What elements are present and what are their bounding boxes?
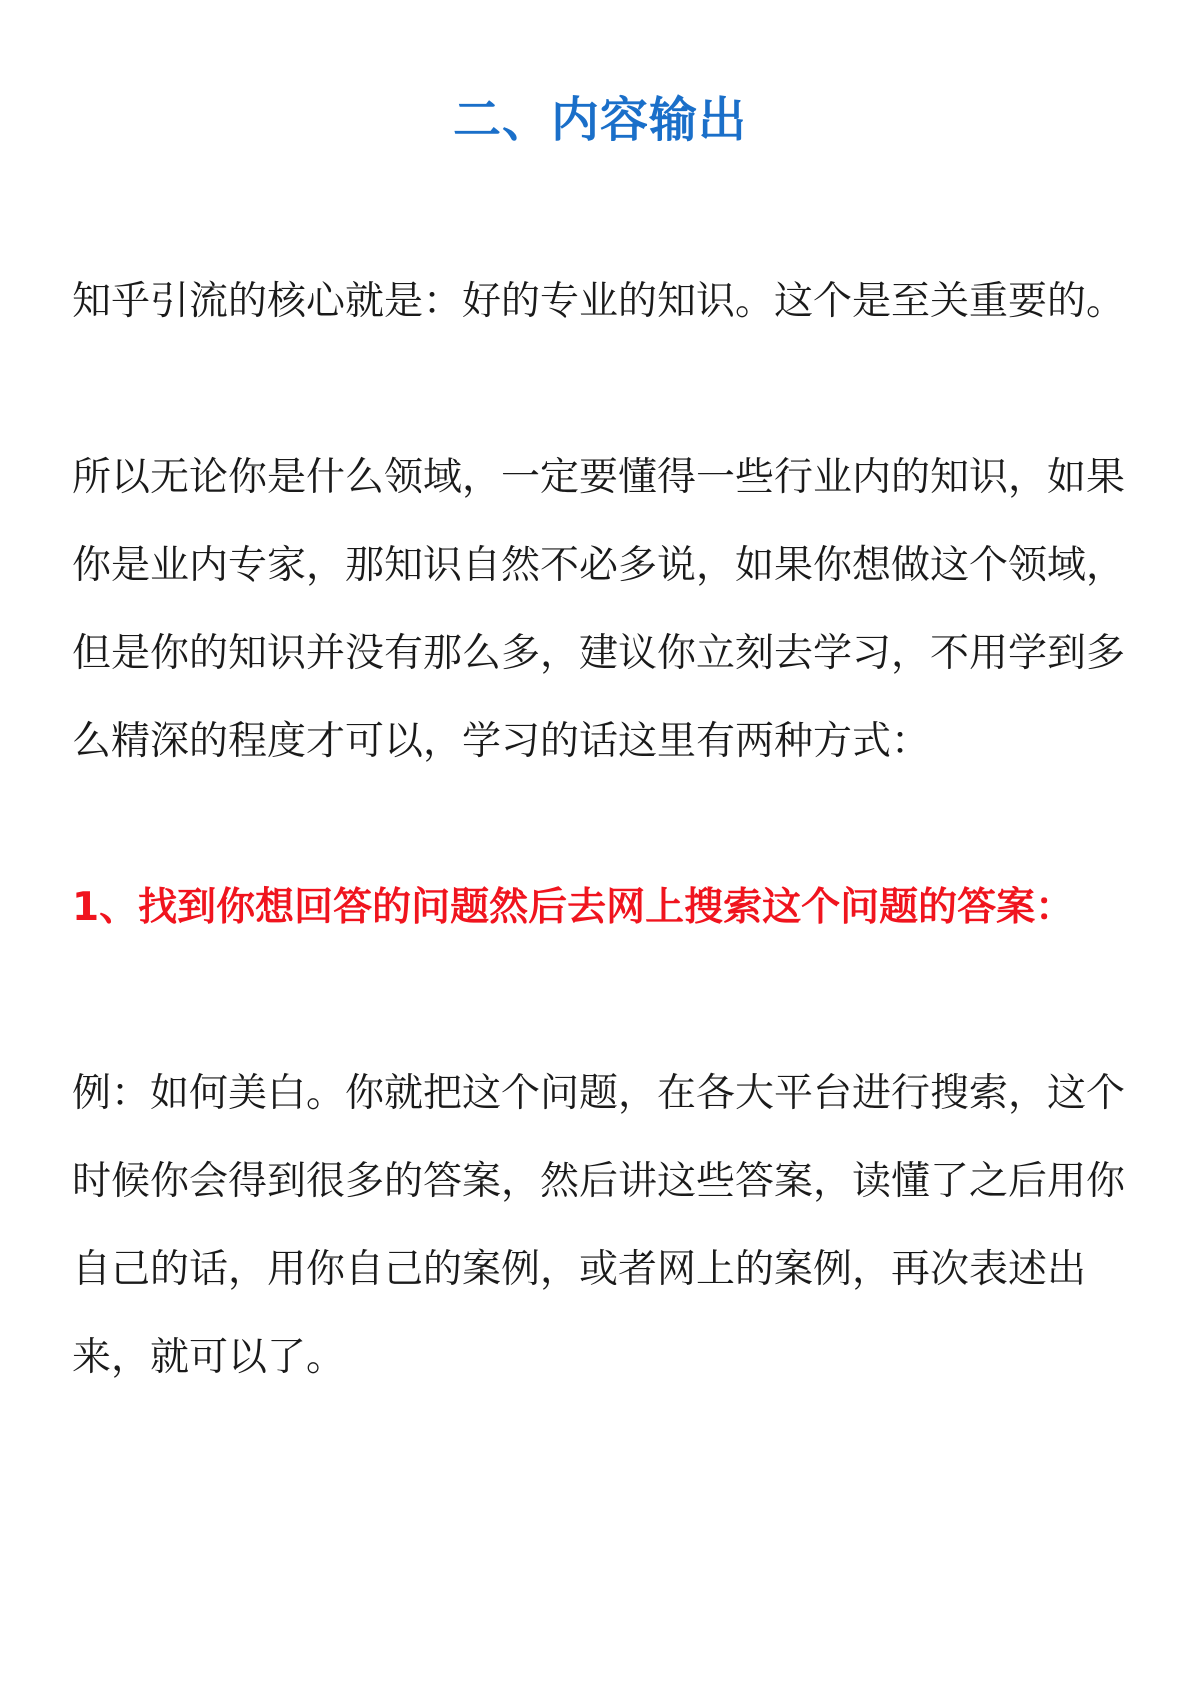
method-subheading: 1、找到你想回答的问题然后去网上搜索这个问题的答案： <box>72 885 1075 930</box>
body-paragraph: 所以无论你是什么领域，一定要懂得一些行业内的知识，如果你是业内专家，那知识自然不必多说，如果你想做这个领域，但是你的知识并没有那么多，建议你立刻去学习，不用学到多么精深的程度才可以，学习的话这里有两种方式： <box>72 455 1126 764</box>
intro-paragraph: 知乎引流的核心就是：好的专业的知识。这个是至关重要的。 <box>72 279 1126 324</box>
section-title: 二、内容输出 <box>452 92 747 148</box>
example-paragraph: 例：如何美白。你就把这个问题，在各大平台进行搜索，这个时候你会得到很多的答案，然后讲这些答案，读懂了之后用你自己的话，用你自己的案例，或者网上的案例，再次表述出来，就可以了。 <box>72 1071 1126 1380</box>
